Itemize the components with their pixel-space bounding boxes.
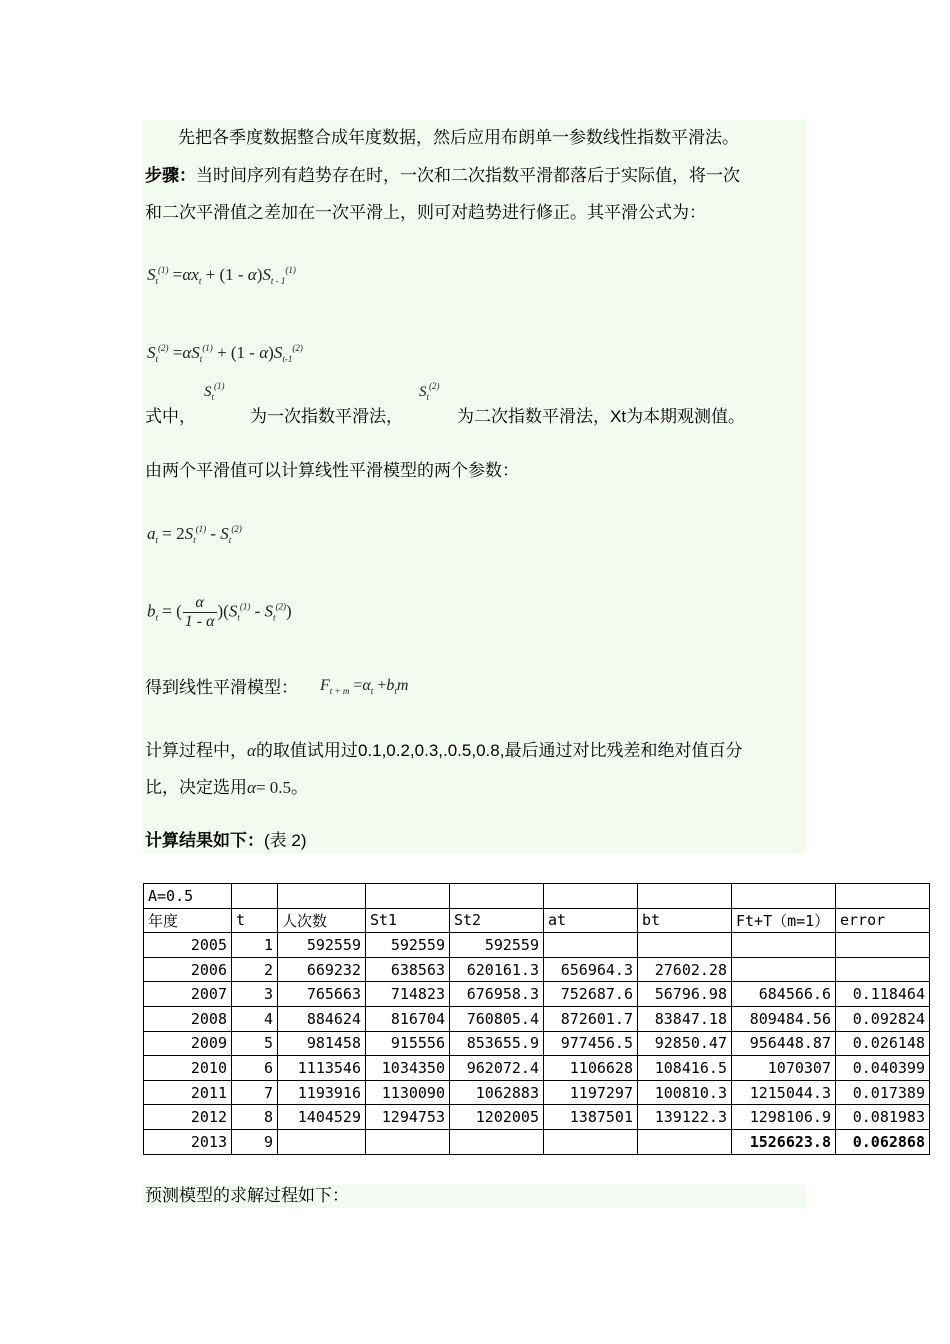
table-row — [144, 1129, 930, 1154]
table-cell: 962072.4 — [450, 1056, 544, 1081]
table-cell: 27602.28 — [638, 957, 732, 982]
table-cell: 1193916 — [278, 1080, 366, 1105]
formula-model: $F_{t + m} =\alpha_t +b_tm$ — [320, 677, 409, 696]
formula-b: $b_t$ = ( $\frac{\alpha}{1 - \alpha}$ )$(S_t^{(1)} - S_t^{(2)})$ — [147, 594, 292, 630]
table-row — [144, 1056, 930, 1081]
table-cell: 3 — [232, 982, 278, 1007]
table-cell: 9 — [232, 1129, 278, 1154]
table-cell: 915556 — [366, 1031, 450, 1056]
footer-text: 预测模型的求解过程如下： — [145, 1186, 349, 1206]
inline-symbol-s2: $S_t^{(2)}$ — [419, 381, 440, 402]
steps-label: 步骤： — [145, 166, 196, 186]
table-cell — [232, 884, 278, 909]
table-cell — [278, 1129, 366, 1154]
table-cell: 2007 — [144, 982, 232, 1007]
table-cell: 981458 — [278, 1031, 366, 1056]
table-cell: 56796.98 — [638, 982, 732, 1007]
steps-line-1 — [145, 166, 740, 186]
table-cell: 1298106.9 — [732, 1105, 836, 1130]
table-cell: A=0.5 — [144, 884, 232, 909]
table-cell: 1215044.3 — [732, 1080, 836, 1105]
table-cell: 7 — [232, 1080, 278, 1105]
table-cell — [836, 957, 930, 982]
table-row — [144, 1105, 930, 1130]
table-cell — [732, 884, 836, 909]
table-cell: 752687.6 — [544, 982, 638, 1007]
table-cell: 1387501 — [544, 1105, 638, 1130]
table-cell: 0.017389 — [836, 1080, 930, 1105]
column-header: 人次数 — [278, 908, 366, 933]
table-cell: 676958.3 — [450, 982, 544, 1007]
table-row — [144, 1080, 930, 1105]
where-mid: 为一次指数平滑法， — [250, 407, 403, 427]
table-cell: 684566.6 — [732, 982, 836, 1007]
table-cell — [450, 884, 544, 909]
column-header: Ft+T（m=1） — [732, 908, 836, 933]
table-cell: 669232 — [278, 957, 366, 982]
table-cell: 2006 — [144, 957, 232, 982]
table-cell — [836, 884, 930, 909]
table-cell: 592559 — [278, 933, 366, 958]
table-row — [144, 933, 930, 958]
results-label: 计算结果如下：(表 2) — [145, 831, 307, 851]
table-cell: 2011 — [144, 1080, 232, 1105]
table-cell: 0.026148 — [836, 1031, 930, 1056]
formula-s2: $S_t^{(2)} =\alpha S_t^{(1)} + (1 - \alpha)S_{t-1}^{(2)}$ — [147, 343, 303, 364]
table-cell — [366, 1129, 450, 1154]
formula-s1: $S_t^{(1)} =\alpha x_t + (1 - \alpha)S_{t - 1}^{(1)}$ — [147, 265, 296, 286]
column-header: 年度 — [144, 908, 232, 933]
table-cell: 4 — [232, 1006, 278, 1031]
params-intro: 由两个平滑值可以计算线性平滑模型的两个参数： — [145, 461, 519, 481]
table-cell — [836, 933, 930, 958]
table-row — [144, 1006, 930, 1031]
table-row — [144, 1031, 930, 1056]
table-cell: 92850.47 — [638, 1031, 732, 1056]
table-cell: 139122.3 — [638, 1105, 732, 1130]
table-cell — [732, 933, 836, 958]
table-cell: 592559 — [366, 933, 450, 958]
table-cell — [732, 957, 836, 982]
table-cell: 592559 — [450, 933, 544, 958]
table-cell: 853655.9 — [450, 1031, 544, 1056]
table-cell: 2009 — [144, 1031, 232, 1056]
results-table — [143, 883, 930, 1155]
table-cell: 2005 — [144, 933, 232, 958]
table-cell: 1106628 — [544, 1056, 638, 1081]
table-cell: 714823 — [366, 982, 450, 1007]
table-cell: 656964.3 — [544, 957, 638, 982]
table-cell: 1070307 — [732, 1056, 836, 1081]
table-cell: 760805.4 — [450, 1006, 544, 1031]
table-cell: 2008 — [144, 1006, 232, 1031]
calc-line-2: 比，决定选用α= 0.5。 — [145, 778, 309, 798]
table-cell: 1062883 — [450, 1080, 544, 1105]
table-row-alpha — [144, 884, 930, 909]
table-cell: 2012 — [144, 1105, 232, 1130]
column-header: t — [232, 908, 278, 933]
table-cell: 1526623.8 — [732, 1129, 836, 1154]
table-cell: 2013 — [144, 1129, 232, 1154]
table-cell: 1197297 — [544, 1080, 638, 1105]
table-cell: 1130090 — [366, 1080, 450, 1105]
steps-line-2: 和二次平滑值之差加在一次平滑上，则可对趋势进行修正。其平滑公式为： — [145, 203, 706, 223]
table-cell: 2 — [232, 957, 278, 982]
table-cell: 638563 — [366, 957, 450, 982]
table-row — [144, 982, 930, 1007]
calc-line-1: 计算过程中，α的取值试用过0.1,0.2,0.3,.0.5,0.8,最后通过对比残差和绝对值百分 — [145, 741, 743, 761]
where-prefix: 式中， — [145, 407, 196, 427]
table-cell: 0.040399 — [836, 1056, 930, 1081]
column-header: bt — [638, 908, 732, 933]
table-cell — [638, 884, 732, 909]
table-cell: 100810.3 — [638, 1080, 732, 1105]
table-cell: 2010 — [144, 1056, 232, 1081]
table-cell — [638, 933, 732, 958]
table-cell: 5 — [232, 1031, 278, 1056]
column-header: St1 — [366, 908, 450, 933]
table-cell: 1294753 — [366, 1105, 450, 1130]
table-cell — [544, 1129, 638, 1154]
table-cell: 872601.7 — [544, 1006, 638, 1031]
table-cell: 6 — [232, 1056, 278, 1081]
table-cell — [278, 884, 366, 909]
table-cell — [544, 933, 638, 958]
table-cell: 0.062868 — [836, 1129, 930, 1154]
table-cell — [638, 1129, 732, 1154]
table-cell: 1404529 — [278, 1105, 366, 1130]
table-row — [144, 957, 930, 982]
table-cell: 765663 — [278, 982, 366, 1007]
table-cell: 1113546 — [278, 1056, 366, 1081]
table-cell: 1 — [232, 933, 278, 958]
table-cell: 0.092824 — [836, 1006, 930, 1031]
table-cell — [450, 1129, 544, 1154]
where-end: 为二次指数平滑法，Xt为本期观测值。 — [457, 407, 746, 427]
table-cell: 1202005 — [450, 1105, 544, 1130]
column-header: St2 — [450, 908, 544, 933]
inline-symbol-s1: $S_t^{(1)}$ — [204, 381, 225, 402]
table-cell: 0.118464 — [836, 982, 930, 1007]
steps-text: 当时间序列有趋势存在时，一次和二次指数平滑都落后于实际值，将一次 — [196, 166, 740, 186]
table-cell: 809484.56 — [732, 1006, 836, 1031]
table-cell: 816704 — [366, 1006, 450, 1031]
table-cell: 8 — [232, 1105, 278, 1130]
table-cell: 956448.87 — [732, 1031, 836, 1056]
model-label: 得到线性平滑模型： — [145, 678, 298, 698]
table-header-row — [144, 908, 930, 933]
table-cell: 0.081983 — [836, 1105, 930, 1130]
table-cell — [544, 884, 638, 909]
intro-paragraph: 先把各季度数据整合成年度数据，然后应用布朗单一参数线性指数平滑法。 — [178, 128, 739, 148]
table-cell: 977456.5 — [544, 1031, 638, 1056]
table-cell: 884624 — [278, 1006, 366, 1031]
column-header: at — [544, 908, 638, 933]
table-cell: 108416.5 — [638, 1056, 732, 1081]
table-cell — [366, 884, 450, 909]
table-cell: 620161.3 — [450, 957, 544, 982]
table-cell: 1034350 — [366, 1056, 450, 1081]
column-header: error — [836, 908, 930, 933]
table-cell: 83847.18 — [638, 1006, 732, 1031]
formula-a: $a_t = 2S_t^{(1)} - S_t^{(2)}$ — [147, 524, 242, 545]
